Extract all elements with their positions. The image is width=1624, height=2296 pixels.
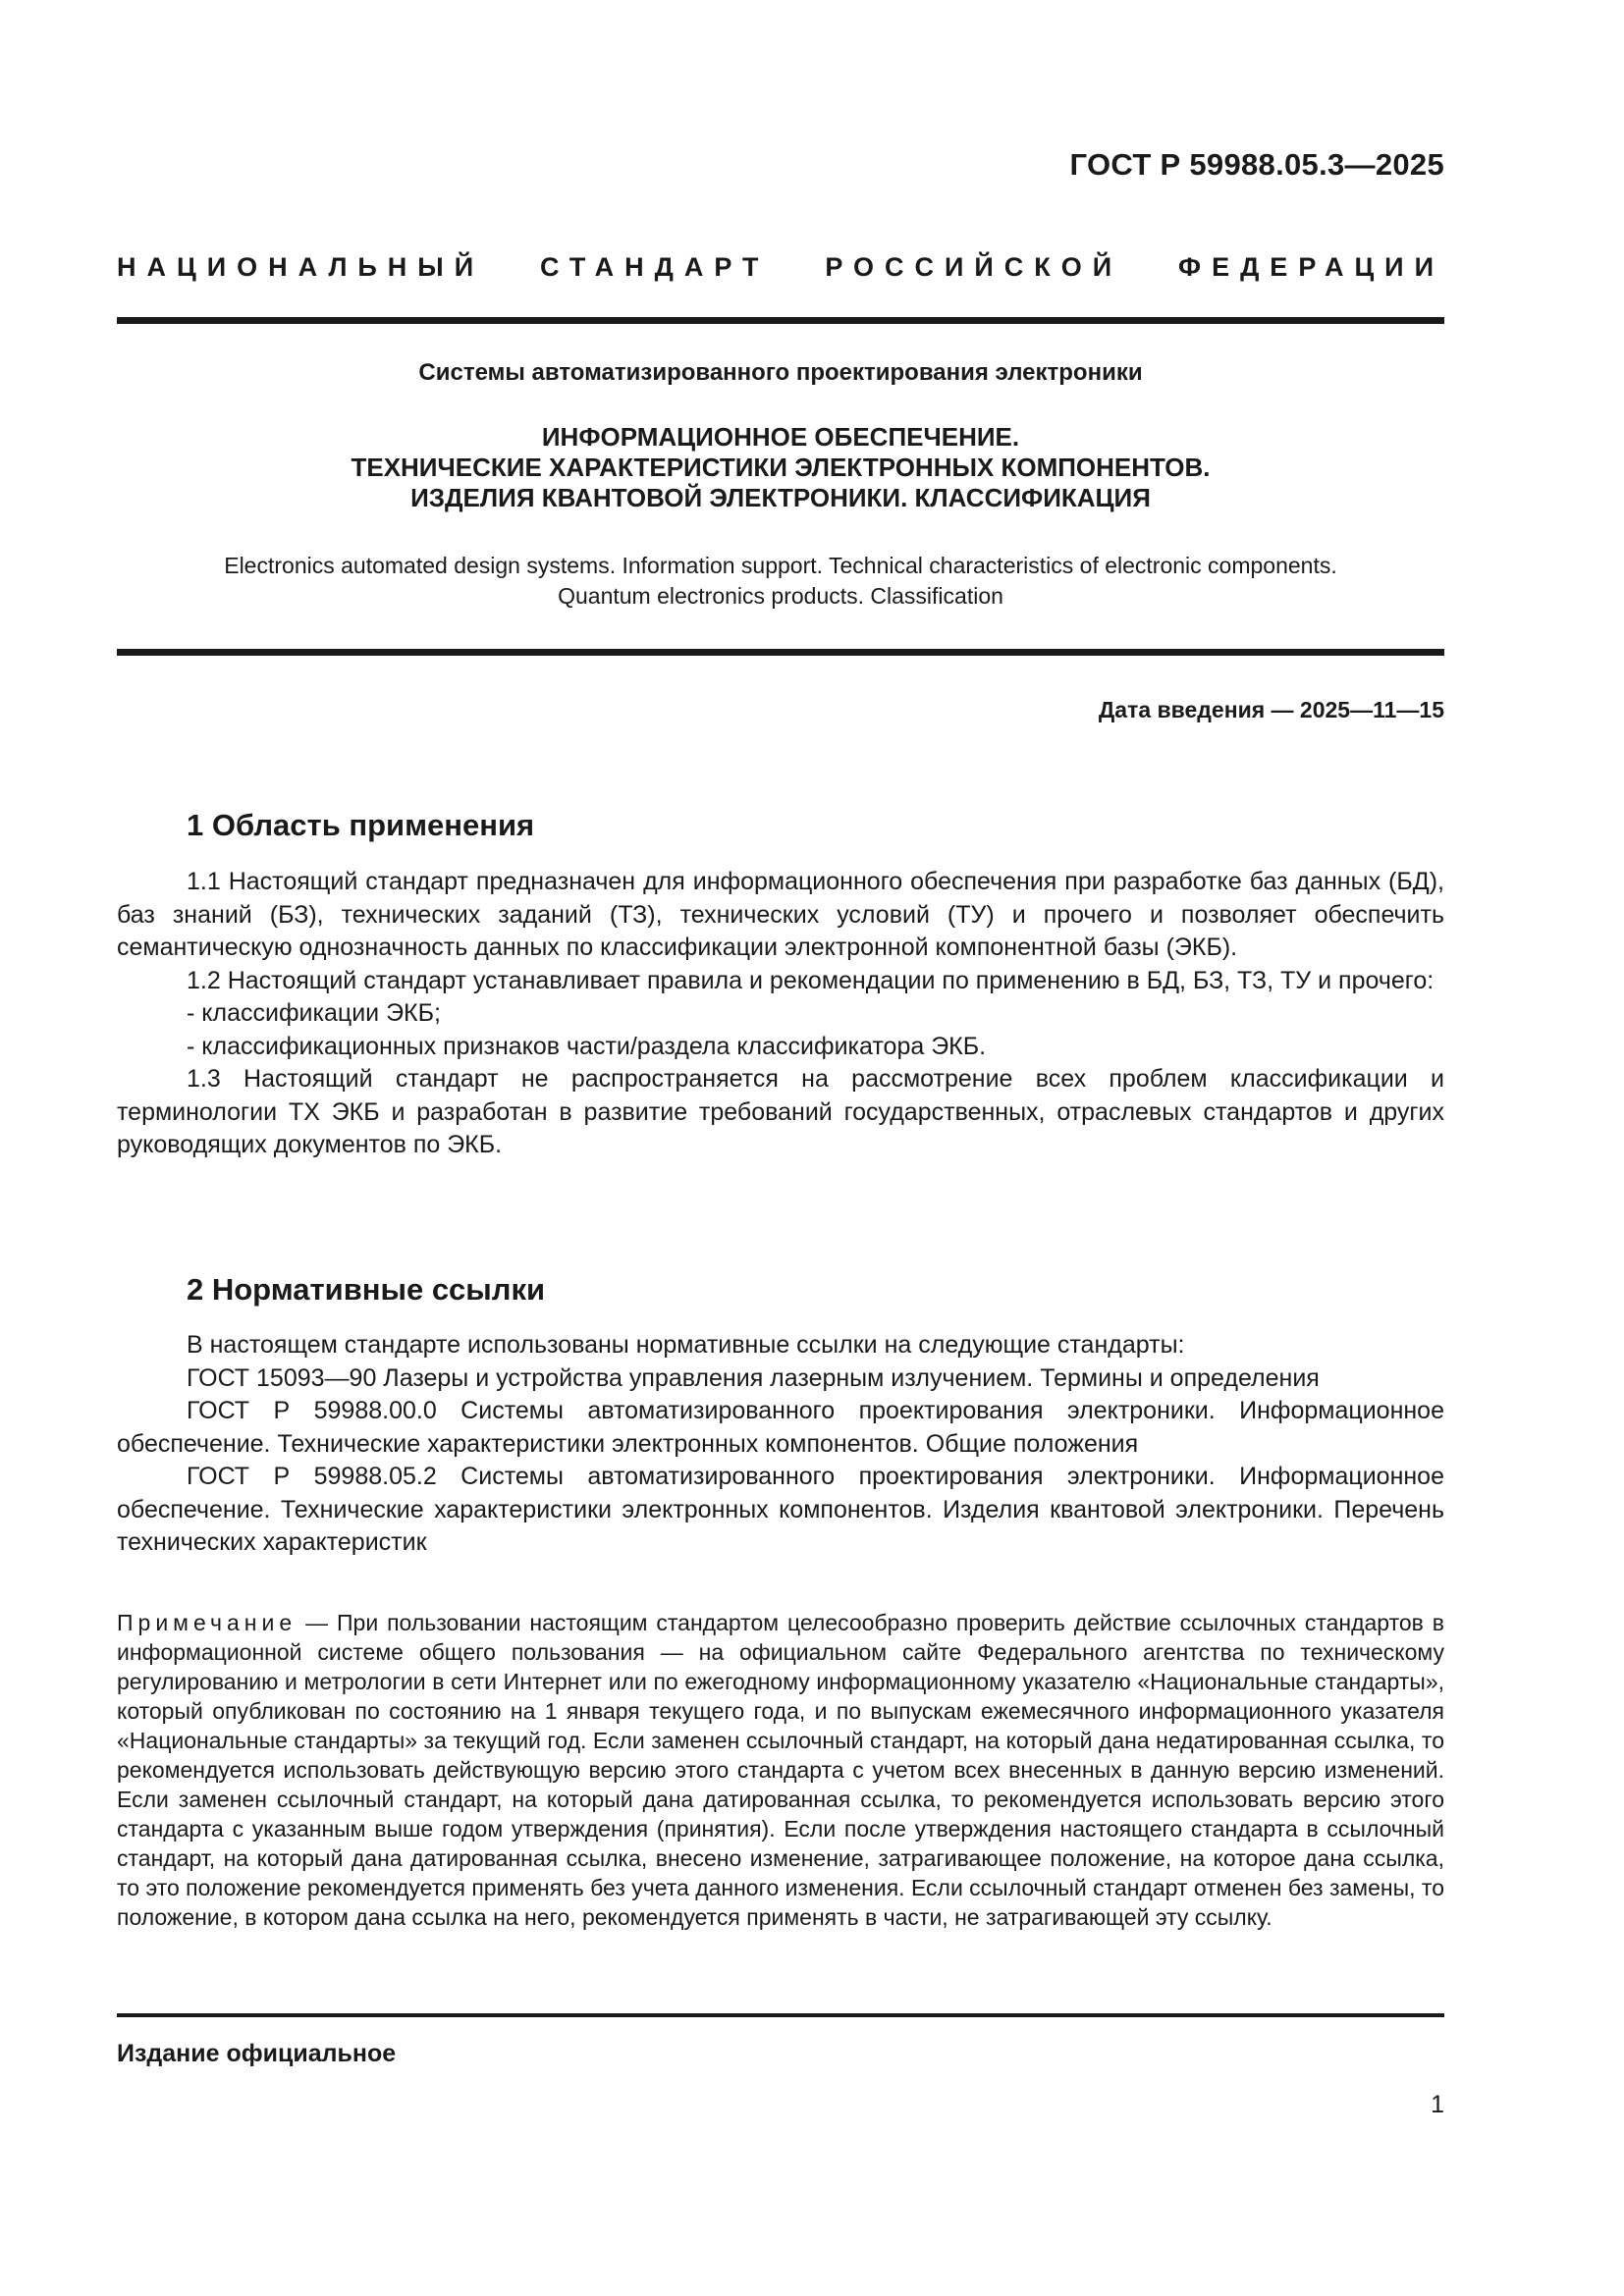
title-divider [117, 649, 1444, 656]
note-label: Примечание [117, 1610, 298, 1635]
document-number: ГОСТ Р 59988.05.3—2025 [1069, 147, 1444, 182]
series-title: Системы автоматизированного проектирования электроники [418, 359, 1143, 386]
clause-1-2: 1.2 Настоящий стандарт устанавливает правила и рекомендации по применению в БД, БЗ, ТЗ, ТУ и прочего: [187, 966, 1435, 994]
clause-1-1: 1.1 Настоящий стандарт предназначен для информационного обеспечения при разработке баз данных (БД), баз знаний (БЗ), технических заданий (ТЗ), технических условий (ТУ) и прочего и позволяет обеспечить семантическую однозначность данных по классификации электронной компонентной базы (ЭКБ). [117, 868, 1444, 961]
main-title [117, 422, 1444, 513]
page-number: 1 [1431, 2091, 1444, 2118]
footer-divider [117, 2013, 1444, 2017]
section-1-heading: 1 Область применения [187, 808, 535, 842]
reference-item: ГОСТ 15093—90 Лазеры и устройства управления лазерным излучением. Термины и определения [187, 1363, 1320, 1392]
section-2-body [117, 1329, 1444, 1560]
reference-item: ГОСТ Р 59988.00.0 Системы автоматизированного проектирования электроники. Информационное обеспечение. Технические характеристики электронных компонентов. Общие положения [117, 1397, 1444, 1458]
references-intro: В настоящем стандарте использованы нормативные ссылки на следующие стандарты: [187, 1331, 1185, 1359]
reference-item: ГОСТ Р 59988.05.2 Системы автоматизированного проектирования электроники. Информационное обеспечение. Технические характеристики электронных компонентов. Изделия квантовой электроники. Перечень технических характеристик [117, 1463, 1444, 1556]
main-title-line: ТЕХНИЧЕСКИЕ ХАРАКТЕРИСТИКИ ЭЛЕКТРОННЫХ КОМПОНЕНТОВ. [351, 453, 1211, 482]
list-item: - классификационных признаков части/раздела классификатора ЭКБ. [187, 1032, 987, 1060]
introduction-date: Дата введения — 2025—11—15 [1098, 697, 1444, 722]
english-title-line: Electronics automated design systems. Information support. Technical characteristics of electronic components. [224, 553, 1337, 578]
clause-1-3: 1.3 Настоящий стандарт не распространяется на рассмотрение всех проблем классификации и терминологии ТХ ЭКБ и разработан в развитие требований государственных, отраслевых стандартов и других руководящих документов по ЭКБ. [117, 1065, 1444, 1158]
english-title [117, 551, 1444, 612]
section-2-heading: 2 Нормативные ссылки [187, 1272, 546, 1307]
national-standard-banner: НАЦИОНАЛЬНЫЙ СТАНДАРТ РОССИЙСКОЙ ФЕДЕРАЦИИ [117, 252, 1444, 282]
top-divider [117, 317, 1444, 324]
main-title-line: ИЗДЕЛИЯ КВАНТОВОЙ ЭЛЕКТРОНИКИ. КЛАССИФИКАЦИЯ [410, 483, 1151, 512]
list-item: - классификации ЭКБ; [187, 999, 441, 1027]
official-edition-label: Издание официальное [117, 2040, 397, 2067]
note-text: — При пользовании настоящим стандартом целесообразно проверить действие ссылочных стандартов в информационной системе общего пользования — на официальном сайте Федерального агентства по техническому регулированию и метрологии в сети Интернет или по ежегодному информационному указателю «Национальные стандарты», который опубликован по состоянию на 1 января текущего года, и по выпускам ежемесячного информационного указателя «Национальные стандарты» за текущий год. Если заменен ссылочный стандарт, на который дана недатированная ссылка, то рекомендуется использовать действующую версию этого стандарта с учетом всех внесенных в данную версию изменений. Если заменен ссылочный стандарт, на который дана датированная ссылка, то рекомендуется использовать версию этого стандарта с указанным выше годом утверждения (принятия). Если после утверждения настоящего стандарта в ссылочный стандарт, на который дана датированная ссылка, внесено изменение, затрагивающее положение, на которое дана ссылка, то это положение рекомендуется применять без учета данного изменения. Если ссылочный стандарт отменен без замены, то положение, в котором дана ссылка на него, рекомендуется применять в части, не затрагивающей эту ссылку. [117, 1610, 1445, 1930]
note-block [117, 1608, 1444, 1932]
main-title-line: ИНФОРМАЦИОННОЕ ОБЕСПЕЧЕНИЕ. [541, 422, 1020, 452]
section-1-body [117, 866, 1444, 1162]
english-title-line: Quantum electronics products. Classification [558, 583, 1003, 609]
